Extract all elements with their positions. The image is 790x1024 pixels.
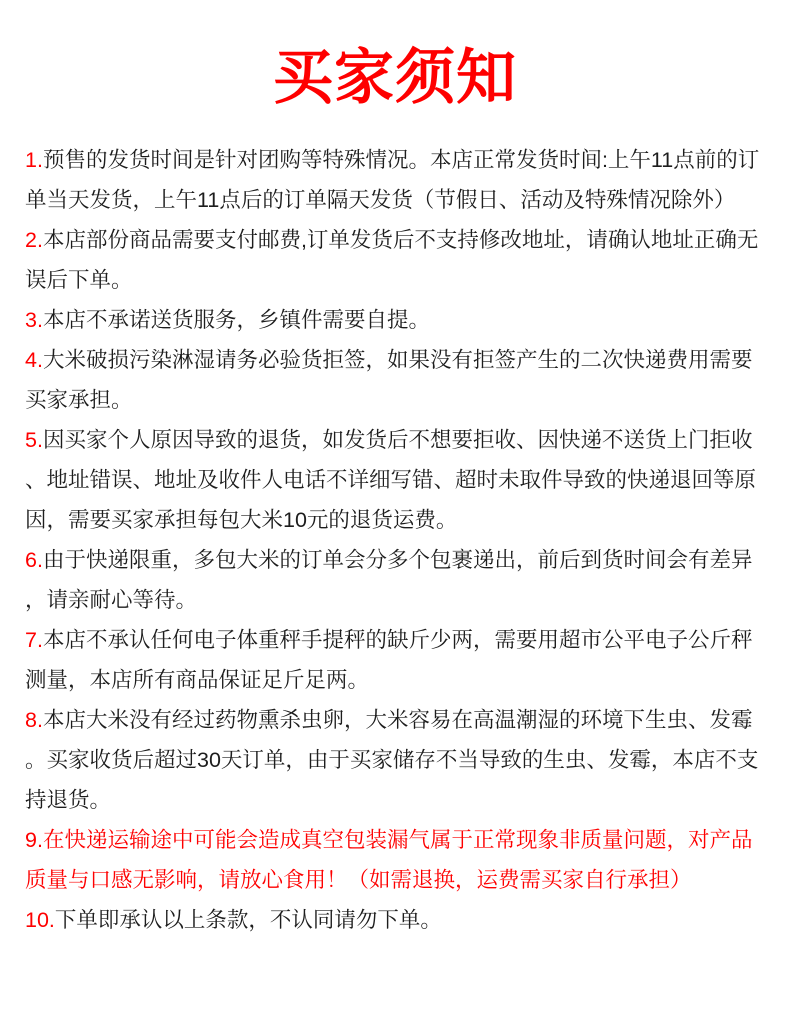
notice-item — [25, 620, 765, 700]
item-number: 8. — [25, 708, 43, 732]
item-text: 本店大米没有经过药物熏杀虫卵，大米容易在高温潮湿的环境下生虫、发霉。买家收货后超过30天订单，由于买家储存不当导致的生虫、发霉，本店不支持退货。 — [25, 708, 759, 812]
notice-item — [25, 220, 765, 300]
buyer-notice-page — [0, 46, 790, 1024]
notice-item — [25, 900, 765, 940]
item-text: 由于快递限重，多包大米的订单会分多个包裹递出，前后到货时间会有差异，请亲耐心等待。 — [25, 548, 753, 612]
notice-item — [25, 340, 765, 420]
item-number: 10. — [25, 908, 55, 932]
item-text: 本店部份商品需要支付邮费,订单发货后不支持修改地址，请确认地址正确无误后下单。 — [25, 228, 759, 292]
item-text: 因买家个人原因导致的退货，如发货后不想要拒收、因快递不送货上门拒收、地址错误、地址及收件人电话不详细写错、超时未取件导致的快递退回等原因，需要买家承担每包大米10元的退货运费。 — [25, 428, 757, 532]
item-text: 大米破损污染淋湿请务必验货拒签，如果没有拒签产生的二次快递费用需要买家承担。 — [25, 348, 753, 412]
notice-item — [25, 420, 765, 540]
item-text: 预售的发货时间是针对团购等特殊情况。本店正常发货时间:上午11点前的订单当天发货，上午11点后的订单隔天发货（节假日、活动及特殊情况除外） — [25, 148, 760, 212]
notice-list — [25, 140, 765, 940]
item-number: 3. — [25, 308, 43, 332]
item-number: 2. — [25, 228, 43, 252]
page-title: 买家须知 — [273, 44, 517, 111]
notice-item — [25, 300, 765, 340]
item-number: 6. — [25, 548, 43, 572]
notice-item — [25, 820, 765, 900]
item-number: 5. — [25, 428, 43, 452]
item-text: 本店不承认任何电子体重秤手提秤的缺斤少两，需要用超市公平电子公斤秤测量，本店所有商品保证足斤足两。 — [25, 628, 753, 692]
item-number: 4. — [25, 348, 43, 372]
item-text: 下单即承认以上条款，不认同请勿下单。 — [54, 908, 442, 932]
item-text: 本店不承诺送货服务，乡镇件需要自提。 — [42, 308, 430, 332]
item-number: 9. — [25, 828, 43, 852]
notice-item — [25, 700, 765, 820]
notice-item — [25, 540, 765, 620]
item-number: 7. — [25, 628, 43, 652]
notice-item — [25, 140, 765, 220]
item-text: 在快递运输途中可能会造成真空包装漏气属于正常现象非质量问题，对产品质量与口感无影响，请放心食用！（如需退换，运费需买家自行承担） — [25, 828, 753, 892]
item-number: 1. — [25, 148, 43, 172]
